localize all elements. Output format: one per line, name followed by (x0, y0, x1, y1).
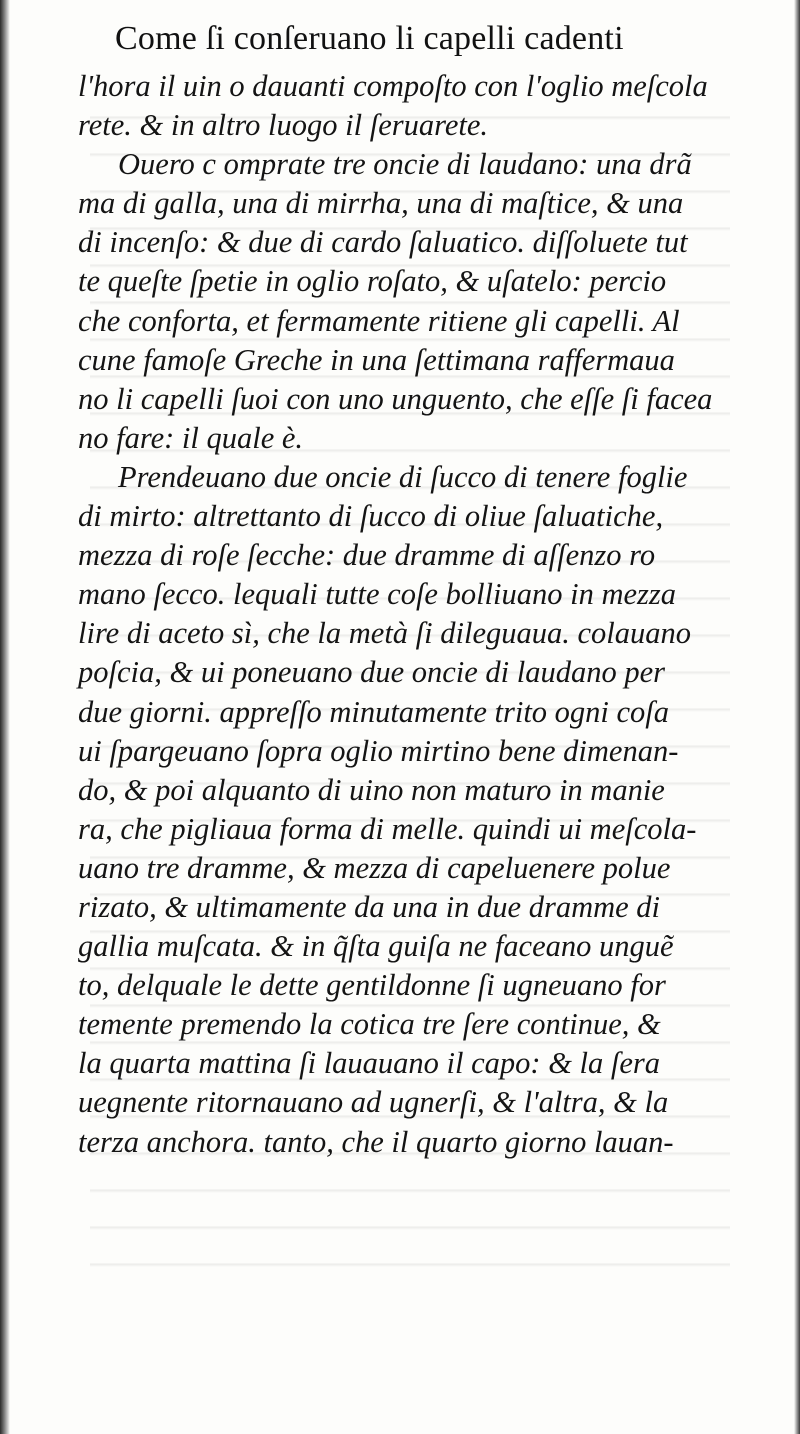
text-line: Ouero c omprate tre oncie di laudano: una drã (118, 147, 692, 182)
text-line: ui ſpargeuano ſopra oglio mirtino bene dimenan- (78, 733, 679, 768)
text-line: Prendeuano due oncie di ſucco di tenere foglie (118, 459, 688, 494)
text-line: uegnente ritornauano ad ugnerſi, & l'altra, & la (78, 1085, 669, 1120)
text-line: do, & poi alquanto di uino non maturo in manie (78, 772, 665, 807)
page-edge-right (794, 0, 800, 1434)
text-line: terza anchora. tanto, che il quarto giorno lauan- (78, 1124, 674, 1159)
text-line: no li capelli ſuoi con uno unguento, che eſſe ſi facea (78, 381, 713, 416)
running-head: Come ſi conſeruano li capelli cadenti (115, 20, 624, 57)
page-edge-left (0, 0, 10, 1434)
text-line: ra, che pigliaua forma di melle. quindi ui meſcola- (78, 811, 697, 846)
text-line: rete. & in altro luogo il ſeruarete. (78, 108, 489, 143)
text-line: mano ſecco. lequali tutte coſe bolliuano in mezza (78, 577, 677, 612)
text-line: gallia muſcata. & in q̃ſta guiſa ne faceano unguẽ (78, 929, 674, 964)
text-line: due giorni. appreſſo minutamente trito ogni coſa (78, 694, 670, 729)
text-line: to, delquale le dette gentildonne ſi ugneuano for (78, 968, 666, 1003)
text-line: la quarta mattina ſi lauauano il capo: & la ſera (78, 1046, 661, 1081)
text-line: che conforta, et fermamente ritiene gli capelli. Al (78, 303, 680, 338)
text-line: di incenſo: & due di cardo ſaluatico. diſſoluete tut (78, 225, 688, 260)
body-text (78, 67, 768, 1162)
text-line: te queſte ſpetie in oglio roſato, & uſatelo: percio (78, 264, 667, 299)
text-line: lire di aceto sì, che la metà ſi dileguaua. colauano (78, 616, 691, 651)
text-line: rizato, & ultimamente da una in due dramme di (78, 889, 661, 924)
text-line: poſcia, & ui poneuano due oncie di laudano per (78, 655, 666, 690)
text-line: uano tre dramme, & mezza di capeluenere polue (78, 850, 671, 885)
text-line: temente premendo la cotica tre ſere continue, & (78, 1007, 661, 1042)
text-line: ma di galla, una di mirrha, una di maſtice, & una (78, 186, 684, 221)
text-line: l'hora il uin o dauanti compoſto con l'oglio meſcola (78, 69, 708, 103)
text-line: di mirto: altrettanto di ſucco di oliue ſaluatiche, (78, 499, 664, 534)
text-line: cune famoſe Greche in una ſettimana raffermaua (78, 342, 675, 377)
text-line: no fare: il quale è. (78, 420, 304, 455)
text-line: mezza di roſe ſecche: due dramme di aſſenzo ro (78, 538, 656, 573)
